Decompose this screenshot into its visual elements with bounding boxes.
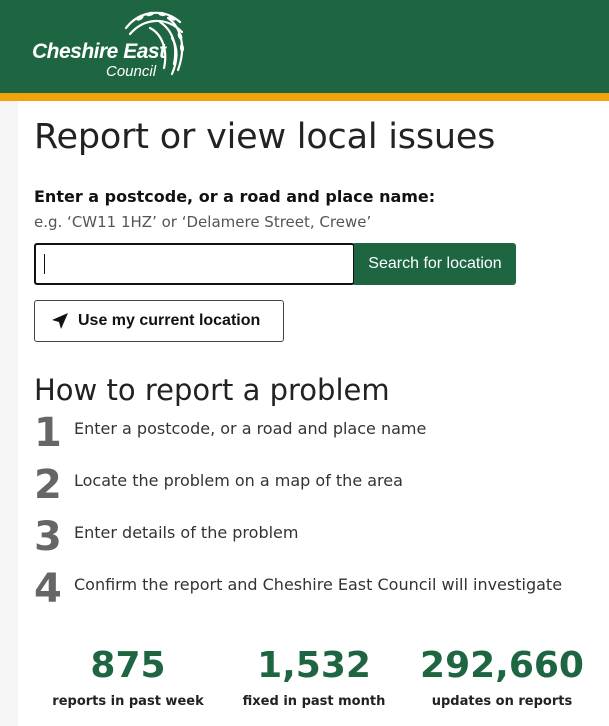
step-text: Locate the problem on a map of the area bbox=[74, 471, 403, 490]
site-header bbox=[0, 0, 609, 93]
step-number: 4 bbox=[34, 566, 62, 612]
search-label: Enter a postcode, or a road and place name: bbox=[34, 187, 436, 206]
stat-reports-past-week bbox=[38, 644, 218, 709]
stat-label: reports in past week bbox=[52, 694, 204, 709]
use-current-location-button[interactable] bbox=[34, 300, 284, 342]
stat-label: fixed in past month bbox=[242, 694, 386, 709]
step-number: 2 bbox=[34, 462, 62, 508]
location-arrow-icon bbox=[51, 312, 69, 330]
step-number: 3 bbox=[34, 514, 62, 560]
stat-value: 875 bbox=[90, 645, 166, 686]
logo-subtitle: Council bbox=[106, 63, 157, 80]
use-current-location-label: Use my current location bbox=[78, 312, 261, 329]
stat-value: 1,532 bbox=[257, 645, 371, 686]
stat-label: updates on reports bbox=[431, 694, 573, 709]
step-text: Enter details of the problem bbox=[74, 523, 299, 542]
how-to-report-heading: How to report a problem bbox=[34, 373, 390, 407]
search-input[interactable] bbox=[34, 243, 355, 285]
step-text: Confirm the report and Cheshire East Council will investigate bbox=[74, 575, 563, 594]
step-number: 1 bbox=[34, 410, 62, 456]
page-title: Report or view local issues bbox=[34, 117, 496, 157]
stat-fixed-past-month bbox=[224, 644, 404, 709]
council-logo[interactable] bbox=[32, 8, 192, 84]
search-button[interactable]: Search for location bbox=[354, 243, 516, 285]
search-hint: e.g. ‘CW11 1HZ’ or ‘Delamere Street, Crewe’ bbox=[34, 213, 372, 231]
step-item bbox=[34, 515, 604, 567]
logo-title: Cheshire East bbox=[32, 40, 166, 63]
text-caret bbox=[44, 254, 45, 274]
step-item bbox=[34, 411, 604, 463]
stat-value: 292,660 bbox=[420, 645, 584, 686]
stat-updates-on-reports bbox=[412, 644, 592, 709]
main-content bbox=[18, 101, 609, 726]
step-item bbox=[34, 463, 604, 515]
header-accent-bar bbox=[0, 93, 609, 101]
step-text: Enter a postcode, or a road and place name bbox=[74, 419, 427, 438]
stats-panel bbox=[18, 644, 609, 724]
step-item bbox=[34, 567, 604, 619]
